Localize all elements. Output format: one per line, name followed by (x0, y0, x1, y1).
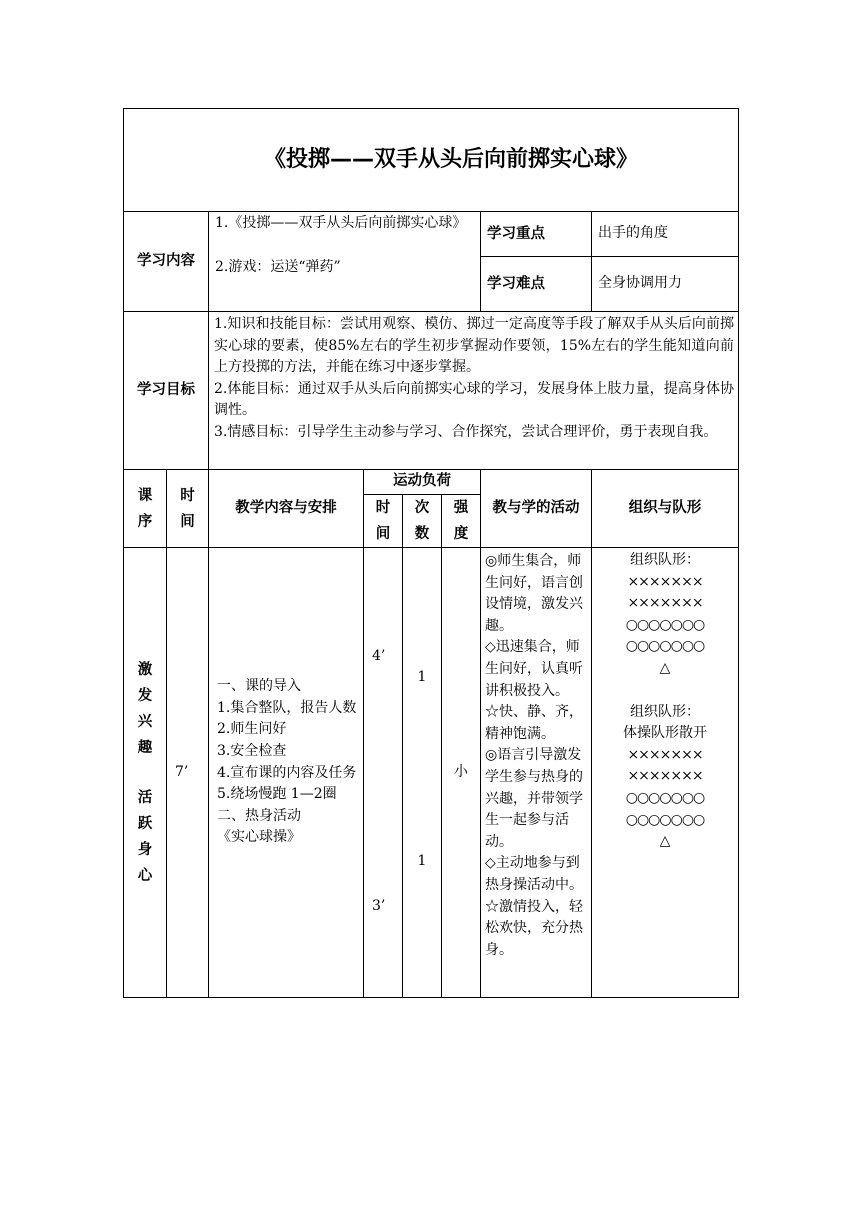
formation-label: 组织队形： (630, 703, 700, 720)
load-time-1: 4’ (372, 648, 386, 664)
row-formation (592, 548, 739, 998)
row-load-time (364, 548, 403, 998)
key-point-label: 学习重点 (481, 212, 592, 257)
activity-item: ◎语言引导激发学生参与热身的兴趣，并带领学生一起参与活动。 (485, 747, 583, 850)
activity-item: ☆快、静、齐，精神饱满。 (485, 704, 583, 742)
goals-text (209, 312, 739, 470)
study-content-label: 学习内容 (124, 212, 209, 312)
header-load-intensity: 强 度 (442, 495, 481, 548)
row-sequence: 激 发 兴 趣 活 跃 身 心 (124, 548, 167, 998)
header-sequence: 课 序 (124, 470, 167, 548)
activity-item: ☆激情投入，轻松欢快，充分热身。 (485, 898, 583, 958)
teacher-triangle-icon: △ (659, 833, 671, 850)
content-line: 二、热身活动 (217, 807, 301, 824)
formation-row-circle: ○○○○○○○ (625, 811, 705, 828)
lesson-plan-table (123, 108, 739, 998)
page-title: 《投掷——双手从头后向前掷实心球》 (124, 109, 739, 212)
study-content-item: 1.《投掷——双手从头后向前掷实心球》 (215, 215, 467, 231)
header-time: 时 间 (167, 470, 209, 548)
formation-row-cross: ××××××× (627, 746, 703, 763)
count-1: 1 (417, 669, 427, 685)
study-content-item: 2.游戏：运送“弹药” (215, 258, 341, 275)
activity-item: ◇主动地参与到热身操活动中。 (485, 855, 583, 893)
content-line: 《实心球操》 (217, 829, 301, 846)
goal-item: 3.情感目标：引导学生主动参与学习、合作探究，尝试合理评价，勇于表现自我。 (214, 423, 718, 440)
header-content: 教学内容与安排 (209, 470, 364, 548)
goal-item: 1.知识和技能目标：尝试用观察、模仿、掷过一定高度等手段了解双手从头后向前掷实心球的要素，使85%左右的学生初步掌握动作要领，15%左右的学生能知道向前上方投掷的方法，并能在练习中逐步掌握。 (214, 316, 735, 376)
header-activities: 教与学的活动 (481, 470, 592, 548)
formation-label: 组织队形： (630, 552, 700, 568)
content-line: 一、课的导入 (217, 678, 301, 695)
formation-row-circle: ○○○○○○○ (625, 616, 705, 633)
formation-row-circle: ○○○○○○○ (625, 638, 705, 655)
header-load-time: 时 间 (364, 495, 403, 548)
row-activities (481, 548, 592, 998)
formation-row-cross: ××××××× (627, 768, 703, 785)
formation-row-circle: ○○○○○○○ (625, 789, 705, 806)
formation-sublabel: 体操队形散开 (623, 725, 707, 742)
row-intensity: 小 (442, 548, 481, 998)
teacher-triangle-icon: △ (659, 659, 671, 676)
header-load-count: 次 数 (403, 495, 442, 548)
activity-item: ◎师生集合，师生问好，语言创设情境，激发兴趣。 (485, 553, 583, 634)
load-time-2: 3’ (372, 897, 386, 914)
activity-item: ◇迅速集合，师生问好，认真听讲积极投入。 (485, 639, 583, 699)
difficulty-value: 全身协调用力 (592, 257, 739, 312)
row-content (209, 548, 364, 998)
goals-label: 学习目标 (124, 312, 209, 470)
formation-row-cross: ××××××× (627, 573, 703, 590)
row-load-count (403, 548, 442, 998)
content-line: 3.安全检查 (217, 742, 287, 759)
content-line: 4.宣布课的内容及任务 (217, 764, 357, 781)
row-time: 7’ (167, 548, 209, 998)
goal-item: 2.体能目标：通过双手从头后向前掷实心球的学习，发展身体上肢力量，提高身体协调性。 (214, 380, 735, 419)
key-point-value: 出手的角度 (592, 212, 739, 257)
formation-row-cross: ××××××× (627, 595, 703, 612)
count-2: 1 (417, 852, 427, 869)
header-load: 运动负荷 (364, 470, 481, 495)
content-line: 5.绕场慢跑 1—2圈 (217, 786, 337, 803)
study-content-items (209, 212, 481, 312)
content-line: 2.师生问好 (217, 721, 287, 738)
header-organization: 组织与队形 (592, 470, 739, 548)
difficulty-label: 学习难点 (481, 257, 592, 312)
content-line: 1.集合整队，报告人数 (217, 699, 357, 716)
